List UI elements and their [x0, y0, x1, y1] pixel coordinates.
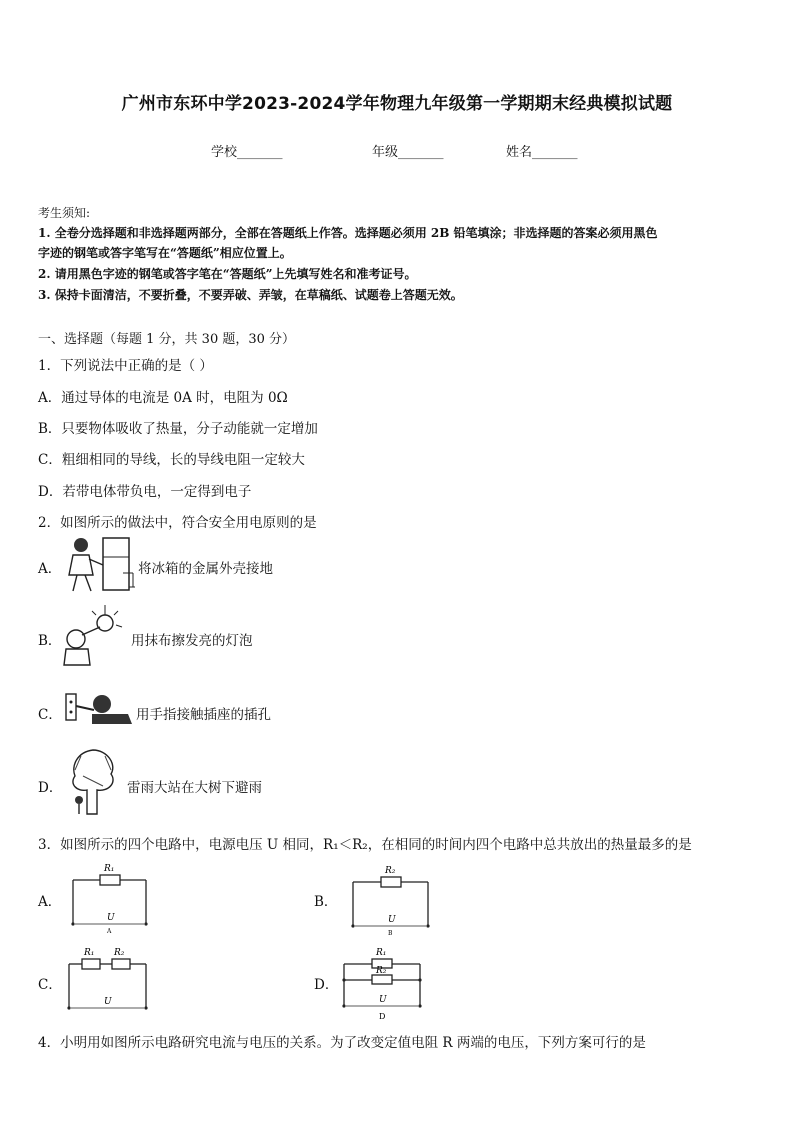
- touching-socket-illustration: [62, 688, 134, 730]
- u-label: U: [379, 995, 387, 1005]
- notice-item-2: 2. 请用黑色字迹的钢笔或答字笔在“答题纸”上先填写姓名和准考证号。: [38, 267, 417, 281]
- q2-option-b-text: 用抹布擦发亮的灯泡: [131, 633, 253, 649]
- wiping-bulb-illustration: [60, 605, 130, 667]
- resistor-r2: [372, 975, 392, 984]
- q3-option-c-letter[interactable]: C．: [38, 977, 62, 993]
- q2-option-b-letter[interactable]: B．: [38, 633, 62, 649]
- q4-stem: 4．小明用如图所示电路研究电流与电压的关系。为了改变定值电阻 R 两端的电压，下列方案可行的是: [38, 1035, 646, 1051]
- q2-option-c-text: 用手指接触插座的插孔: [136, 707, 271, 723]
- q3-option-d-letter[interactable]: D．: [314, 977, 339, 993]
- q3-option-a-letter[interactable]: A．: [38, 894, 62, 910]
- q3-option-b-letter[interactable]: B．: [314, 894, 338, 910]
- fridge-grounding-illustration: [63, 535, 135, 595]
- circuit-a-diagram: [68, 858, 152, 934]
- q3-stem: 3．如图所示的四个电路中，电源电压 U 相同，R₁＜R₂，在相同的时间内四个电路中总共放出的热量最多的是: [38, 837, 692, 853]
- caption-b: B: [388, 930, 393, 936]
- q1-option-a[interactable]: A．通过导体的电流是 0A 时，电阻为 0Ω: [38, 390, 288, 406]
- r1-label: R₁: [84, 948, 95, 958]
- u-label: U: [104, 997, 112, 1007]
- r2-label: R₂: [376, 966, 387, 976]
- r2-label: R₂: [114, 948, 125, 958]
- notice-item-3: 3. 保持卡面清洁，不要折叠，不要弄破、弄皱，在草稿纸、试题卷上答题无效。: [38, 288, 463, 302]
- r2-label: R₂: [385, 866, 396, 876]
- u-label: U: [388, 915, 396, 925]
- q2-option-c-letter[interactable]: C．: [38, 707, 62, 723]
- resistor-r2: [112, 959, 130, 969]
- caption-a: A: [107, 928, 112, 934]
- q2-option-a-letter[interactable]: A．: [38, 561, 62, 577]
- q1-option-d[interactable]: D．若带电体带负电，一定得到电子: [38, 484, 252, 500]
- grade-field[interactable]: 年级_______: [372, 145, 444, 160]
- resistor-r1: [100, 875, 120, 885]
- q1-option-b[interactable]: B．只要物体吸收了热量，分子动能就一定增加: [38, 421, 318, 437]
- q1-option-c[interactable]: C．粗细相同的导线，长的导线电阻一定较大: [38, 452, 305, 468]
- q2-option-d-text: 雷雨大站在大树下避雨: [127, 780, 262, 796]
- r1-label: R₁: [376, 948, 387, 958]
- school-field[interactable]: 学校_______: [211, 145, 283, 160]
- resistor-r1: [82, 959, 100, 969]
- notice-heading: 考生须知:: [38, 206, 91, 220]
- r1-label: R₁: [104, 864, 115, 874]
- notice-item-1-cont: 字迹的钢笔或答字笔写在“答题纸”相应位置上。: [38, 246, 292, 260]
- q2-option-a-text: 将冰箱的金属外壳接地: [138, 561, 273, 577]
- circuit-c-diagram: [64, 942, 152, 1018]
- circuit-d-diagram: [340, 940, 426, 1022]
- page-title: 广州市东环中学2023-2024学年物理九年级第一学期期末经典模拟试题: [121, 94, 673, 114]
- q2-stem: 2．如图所示的做法中，符合安全用电原则的是: [38, 515, 317, 531]
- tree-lightning-illustration: [63, 746, 125, 818]
- q1-stem: 1．下列说法中正确的是（ ）: [38, 358, 213, 374]
- name-field[interactable]: 姓名_______: [506, 145, 578, 160]
- caption-d: D: [379, 1012, 386, 1021]
- resistor-r2: [381, 877, 401, 887]
- section-heading: 一、选择题（每题 1 分，共 30 题，30 分）: [38, 332, 296, 347]
- circuit-b-diagram: [348, 860, 434, 936]
- u-label: U: [107, 913, 115, 923]
- q2-option-d-letter[interactable]: D．: [38, 780, 63, 796]
- notice-item-1: 1. 全卷分选择题和非选择题两部分，全部在答题纸上作答。选择题必须用 2B 铅笔填涂；非选择题的答案必须用黑色: [38, 226, 658, 240]
